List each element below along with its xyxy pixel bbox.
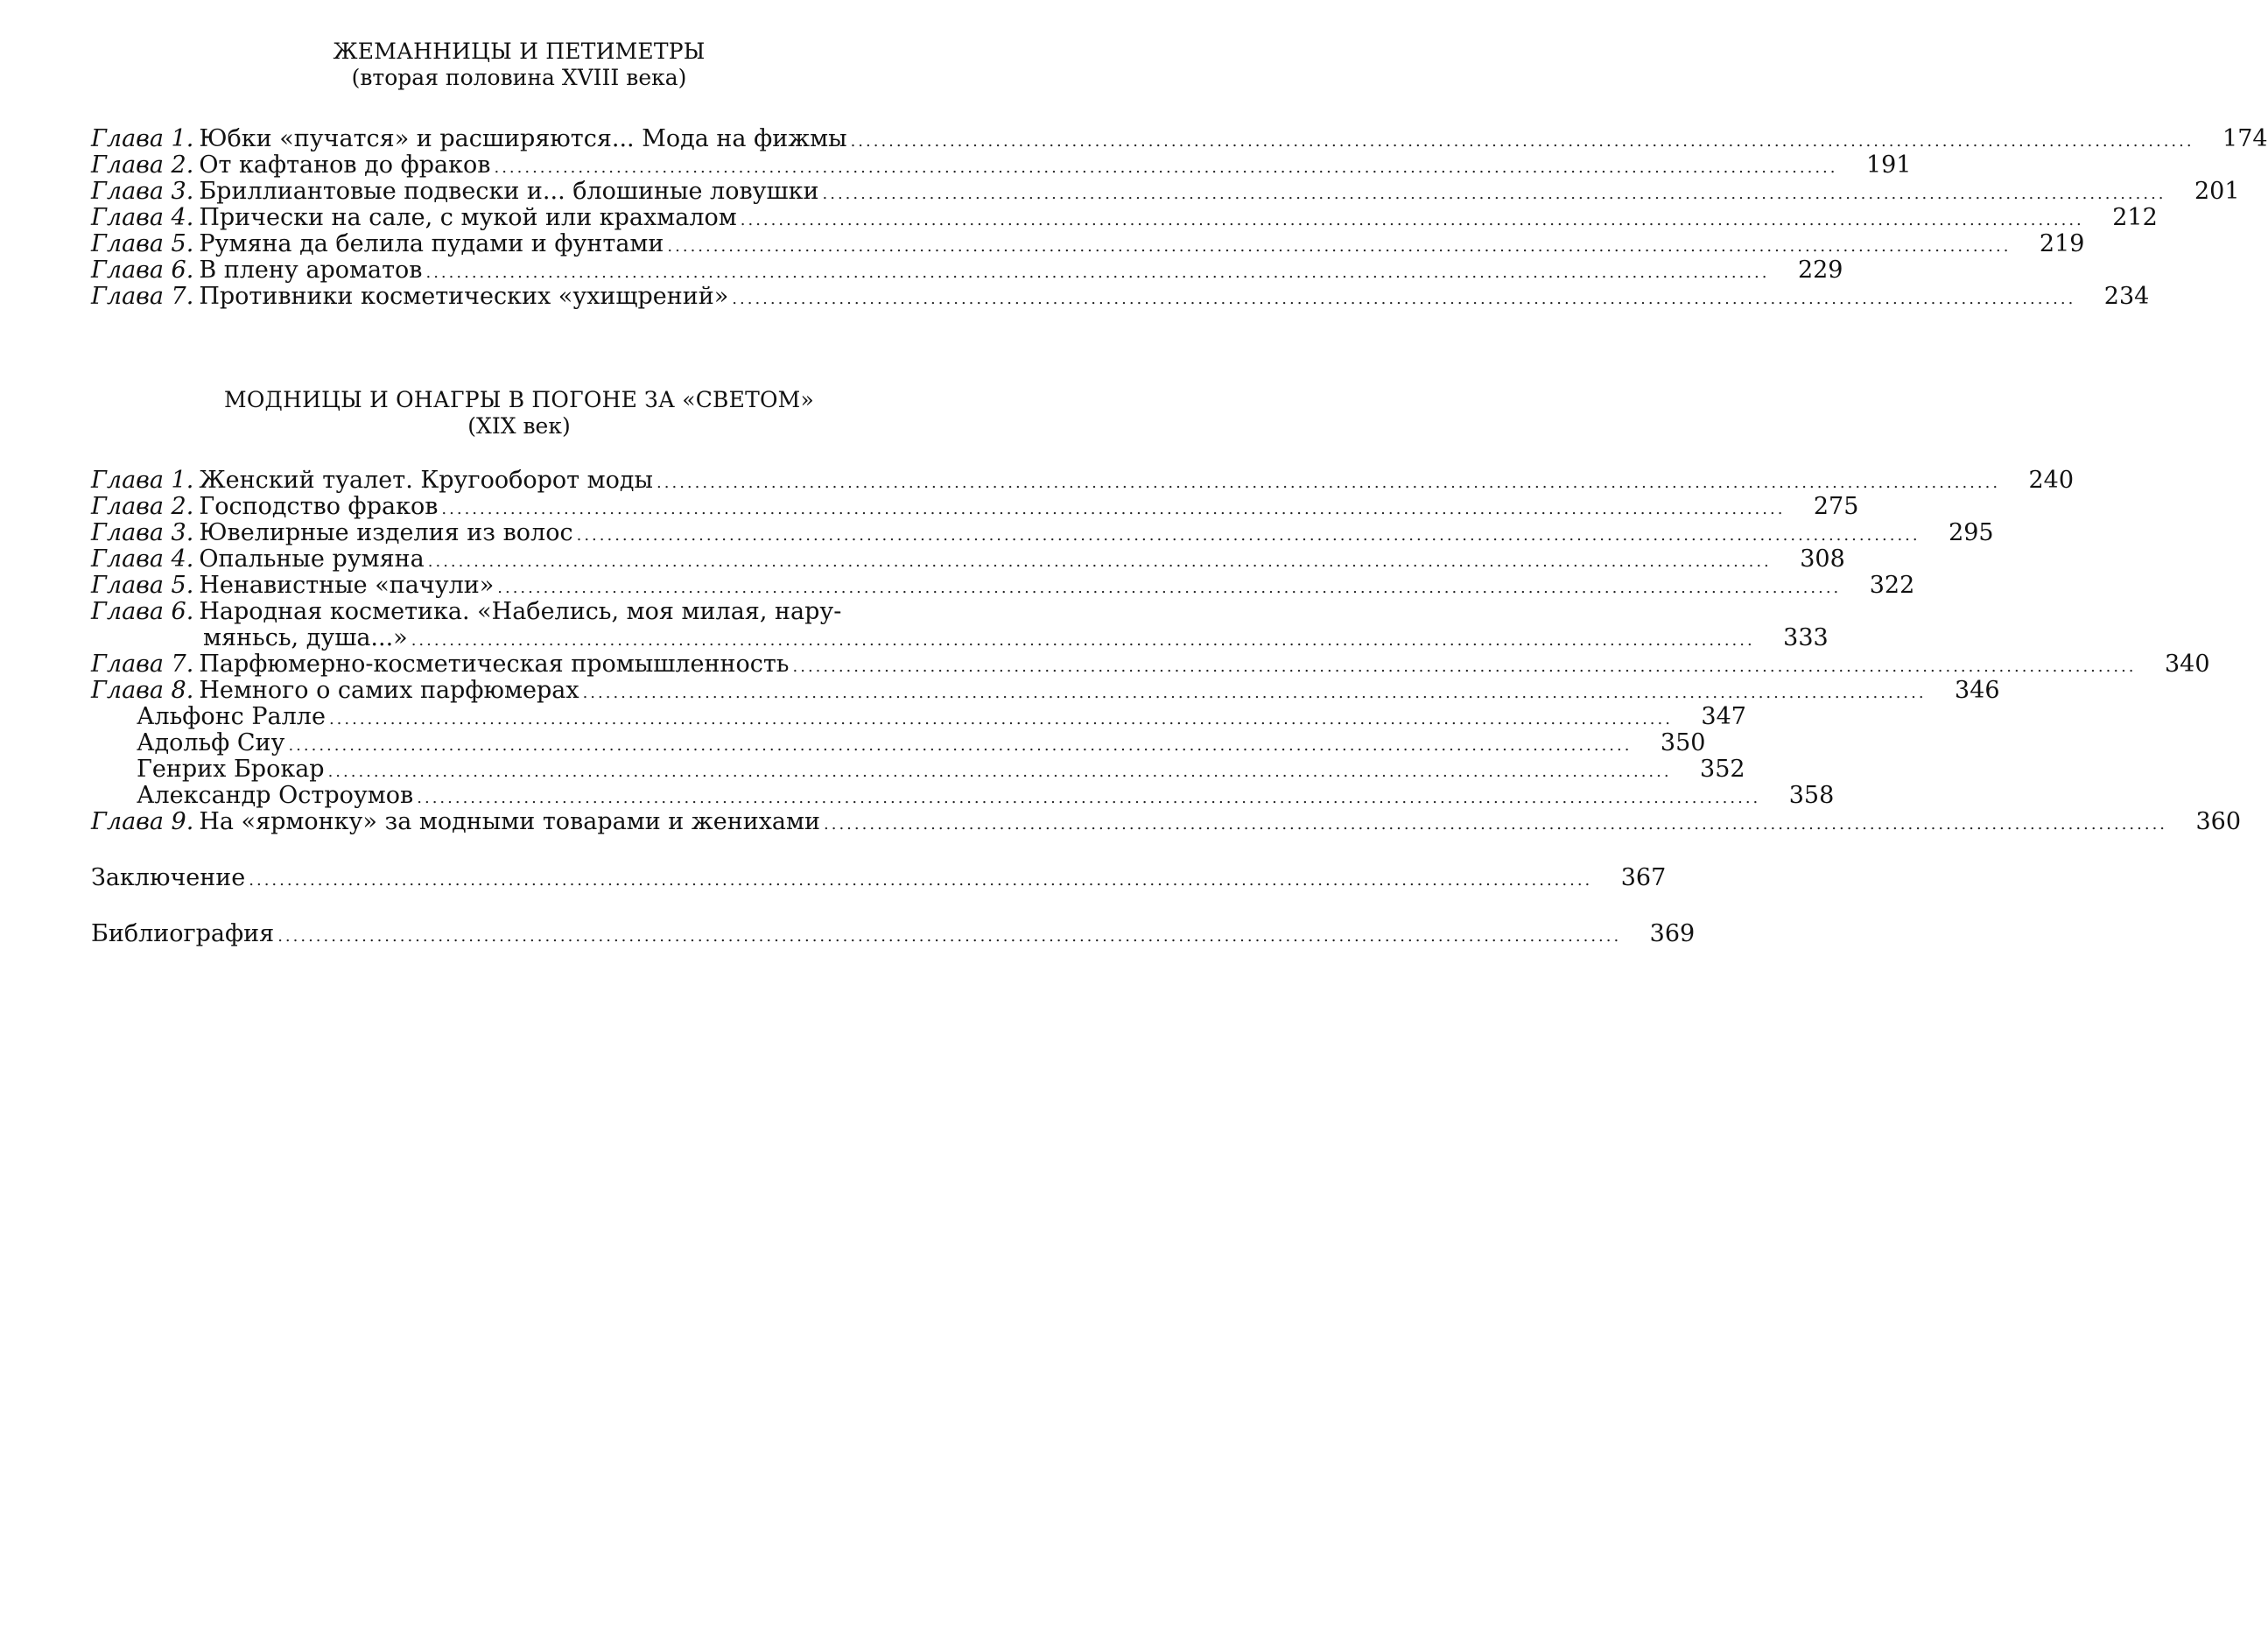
toc-list: [91, 468, 947, 835]
dot-leader: [823, 181, 2166, 208]
chapter-title: Опальные румяна: [199, 546, 424, 573]
page-number: 360: [2171, 809, 2241, 835]
chapter-label: Глава 4.: [91, 546, 193, 573]
chapter-title: Бриллиантовые подвески и... блошиные ловушки: [199, 179, 818, 205]
chapter-title: От кафтанов до фраков: [199, 152, 490, 179]
subentry-title: Александр Остроумов: [91, 783, 413, 809]
page-number: 322: [1844, 573, 1914, 599]
page-number: 358: [1764, 783, 1834, 809]
page-number: 340: [2140, 651, 2210, 678]
chapter-label: Глава 3.: [91, 520, 193, 546]
section-title: МОДНИЦЫ И ОНАГРЫ В ПОГОНЕ ЗА «СВЕТОМ»: [91, 387, 947, 413]
conclusion-title: Заключение: [91, 865, 245, 891]
chapter-label: Глава 1.: [91, 468, 193, 494]
subentry-title: Генрих Брокар: [91, 756, 325, 783]
chapter-label: Глава 2.: [91, 152, 193, 179]
chapter-label: Глава 6.: [91, 599, 193, 625]
subentry-title: Адольф Сиу: [91, 730, 284, 756]
chapter-title: Ненавистные «пачули»: [199, 573, 494, 599]
section-title: ЖЕМАННИЦЫ И ПЕТИМЕТРЫ: [91, 39, 947, 65]
toc-entry[interactable]: [91, 126, 947, 152]
toc-entry[interactable]: [91, 468, 947, 494]
dot-leader: [793, 654, 2137, 680]
chapter-title: В плену ароматов: [199, 257, 422, 284]
section-subtitle: (XIX век): [91, 413, 947, 440]
toc-subentry[interactable]: [91, 704, 947, 730]
toc-subentry[interactable]: [91, 783, 947, 809]
chapter-title: Противники косметических «ухищрений»: [199, 284, 728, 310]
dot-leader: [732, 286, 2075, 313]
toc-entry-bibliography[interactable]: [91, 921, 947, 947]
dot-leader: [428, 549, 1772, 575]
toc-entry[interactable]: [91, 678, 947, 704]
dot-leader: [328, 759, 1672, 785]
page-number: 347: [1676, 704, 1746, 730]
chapter-label: Глава 3.: [91, 179, 193, 205]
toc-entry[interactable]: [91, 257, 947, 284]
page-number: 240: [2004, 468, 2074, 494]
page-number: 333: [1759, 625, 1829, 651]
chapter-title: Ювелирные изделия из волос: [199, 520, 572, 546]
toc-subentry[interactable]: [91, 730, 947, 756]
chapter-label: Глава 1.: [91, 126, 193, 152]
toc-entry-conclusion[interactable]: [91, 865, 947, 891]
chapter-label: Глава 7.: [91, 284, 193, 310]
dot-leader: [288, 733, 1632, 759]
page-number: 367: [1596, 865, 1666, 891]
chapter-title: Парфюмерно-косметическая промышленность: [199, 651, 789, 678]
chapter-title: На «ярмонку» за модными товарами и женихами: [199, 809, 820, 835]
chapter-title: Немного о самих парфюмерах: [199, 678, 579, 704]
toc-page: [91, 39, 947, 947]
page-number: 219: [2014, 231, 2084, 257]
chapter-label: Глава 7.: [91, 651, 193, 678]
toc-subentry[interactable]: [91, 756, 947, 783]
chapter-label: Глава 5.: [91, 573, 193, 599]
chapter-title: Господство фраков: [199, 494, 438, 520]
chapter-label: Глава 2.: [91, 494, 193, 520]
chapter-title: Румяна да белила пудами и фунтами: [199, 231, 664, 257]
dot-leader: [249, 868, 1592, 894]
page-number: 275: [1788, 494, 1858, 520]
chapter-label: Глава 5.: [91, 231, 193, 257]
toc-entry[interactable]: [91, 546, 947, 573]
chapter-title-continuation: мяньсь, душа...»: [91, 625, 408, 651]
toc-entry[interactable]: [91, 179, 947, 205]
dot-leader: [824, 812, 2167, 838]
toc-entry[interactable]: [91, 651, 947, 678]
page-number: 174: [2198, 126, 2268, 152]
dot-leader: [657, 470, 2000, 496]
dot-leader: [441, 496, 1785, 523]
page-number: 191: [1841, 152, 1911, 179]
chapter-label: Глава 8.: [91, 678, 193, 704]
page-number: 212: [2088, 205, 2158, 231]
toc-entry[interactable]: [91, 494, 947, 520]
page-number: 346: [1930, 678, 2000, 704]
chapter-title: Юбки «пучатся» и расширяются... Мода на фижмы: [199, 126, 846, 152]
toc-entry[interactable]: [91, 152, 947, 179]
dot-leader: [741, 208, 2084, 234]
page-number: 234: [2079, 284, 2149, 310]
toc-entry[interactable]: [91, 809, 947, 835]
page-number: 369: [1625, 921, 1695, 947]
dot-leader: [277, 924, 1621, 950]
chapter-label: Глава 9.: [91, 809, 193, 835]
chapter-label: Глава 6.: [91, 257, 193, 284]
page-number: 352: [1675, 756, 1745, 783]
subentry-title: Альфонс Ралле: [91, 704, 326, 730]
toc-entry[interactable]: [91, 520, 947, 546]
toc-list-backmatter: [91, 921, 947, 947]
dot-leader: [851, 129, 2194, 155]
toc-entry[interactable]: [91, 573, 947, 599]
toc-entry[interactable]: [91, 231, 947, 257]
bibliography-title: Библиография: [91, 921, 274, 947]
page-number: 350: [1635, 730, 1705, 756]
toc-entry[interactable]: [91, 599, 947, 625]
page-number: 229: [1773, 257, 1843, 284]
toc-entry[interactable]: [91, 284, 947, 310]
page-number: 201: [2170, 179, 2240, 205]
section-header: [91, 387, 947, 440]
chapter-title: Прически на сале, с мукой или крахмалом: [199, 205, 736, 231]
section-subtitle: (вторая половина XVIII века): [91, 65, 947, 91]
chapter-label: Глава 4.: [91, 205, 193, 231]
toc-entry[interactable]: [91, 205, 947, 231]
toc-list: [91, 126, 947, 310]
toc-list-backmatter: [91, 865, 947, 891]
chapter-title: Женский туалет. Кругооборот моды: [199, 468, 653, 494]
dot-leader: [577, 523, 1920, 549]
chapter-title: Народная косметика. «Набелись, моя милая, нару-: [199, 599, 841, 625]
toc-entry-continuation[interactable]: [91, 625, 947, 651]
section-header: [91, 39, 947, 91]
page-number: 295: [1924, 520, 1994, 546]
page-number: 308: [1775, 546, 1845, 573]
dot-leader: [329, 707, 1673, 733]
